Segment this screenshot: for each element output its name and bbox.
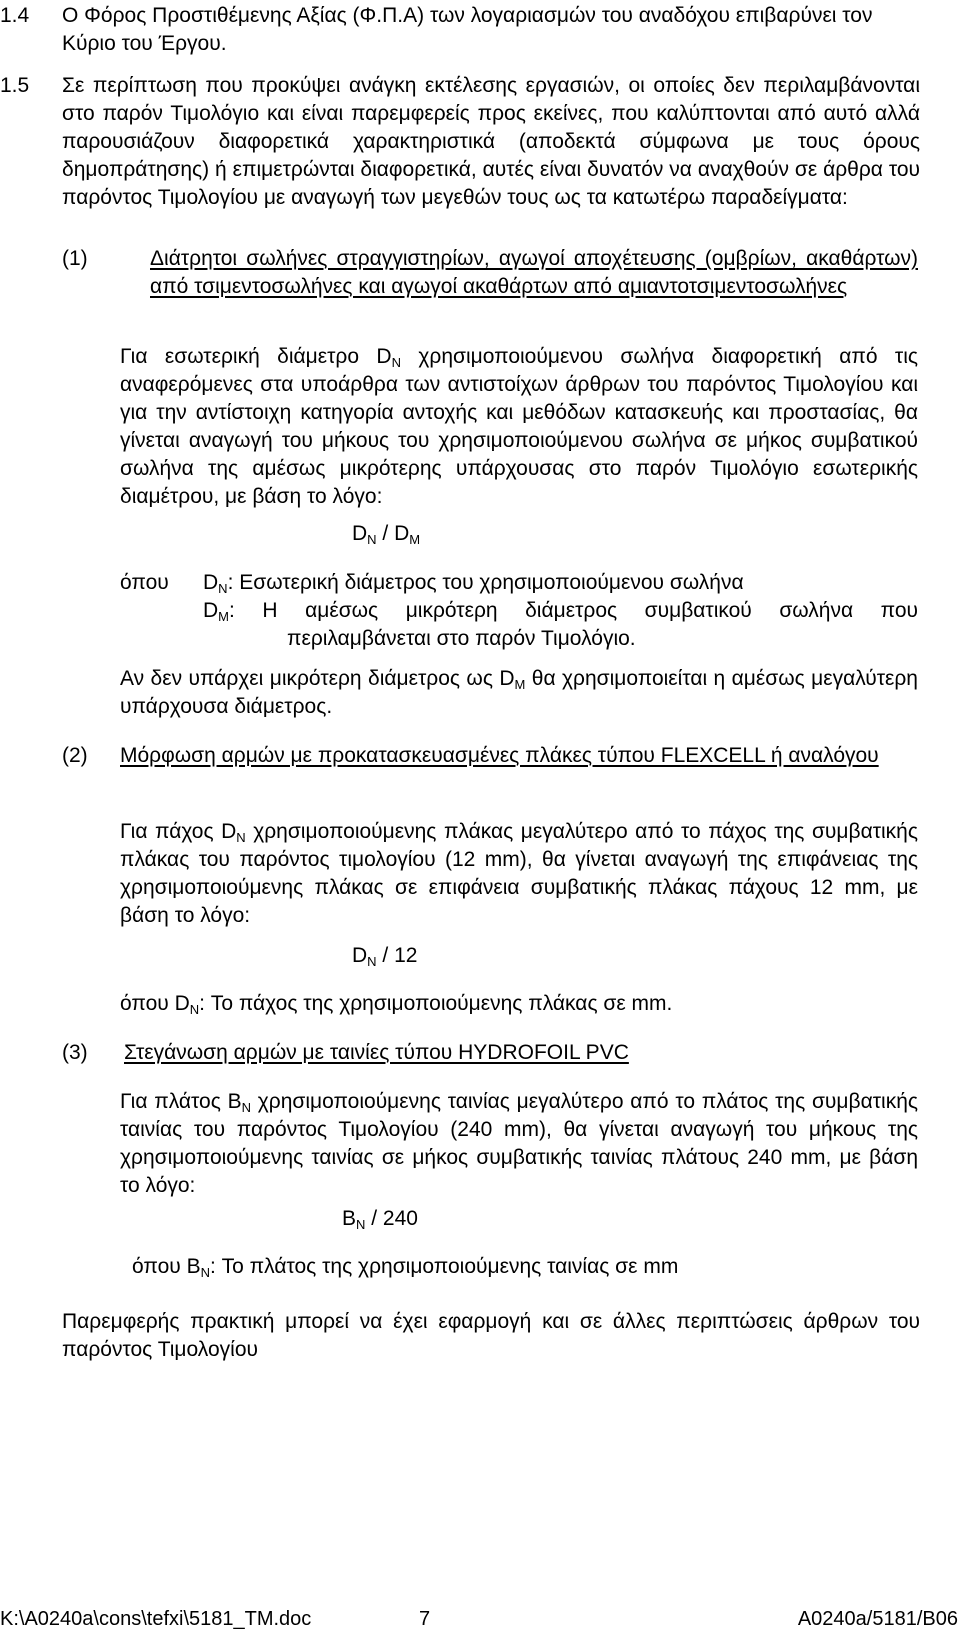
item-1-definition-dn: $D_N$: Εσωτερική διάμετρος του χρησιμοποιούμενου σωλήνα — [203, 571, 744, 596]
item-1-note: Αν δεν υπάρχει μικρότερη διάμετρος ως $D_M$ θα χρησιμοποιείται η αμέσως μεγαλύτερη υπάρχουσα διάμετρος. — [120, 667, 918, 718]
footer-document-code: A0240a/5181/B06 — [797, 1608, 958, 1630]
item-2-formula: $D_N / 12$ — [352, 944, 418, 969]
footer-page-number: 7 — [419, 1608, 431, 1630]
item-1-formula: $D_N / D_M$ — [352, 522, 421, 547]
item-1-paragraph: Για εσωτερική διάμετρο $D_N$ χρησιμοποιούμενου σωλήνα διαφορετική από τις αναφερόμενες στα υποάρθρα των αντιστοίχων άρθρων του παρόντος Τιμολογίου και για την αντίστοιχη κατηγορία αντοχής και μεθόδων κατασκευής και προστασίας, θα γίνεται αναγωγή του μήκους του χρησιμοποιούμενου σωλήνα σε μήκος συμβατικού σωλήνα της αμέσως μικρότερης υπάρχουσας στο παρόν Τιμολόγιο εσωτερικής διαμέτρου, με βάση το λόγο: — [120, 345, 918, 508]
item-1-where-label: όπου — [120, 571, 169, 594]
item-1-definition-dm: $D_M$: Η αμέσως μικρότερη διάμετρος συμβατικού σωλήνα που — [203, 599, 918, 624]
item-1-definition-dm-cont: περιλαμβάνεται στο παρόν Τιμολόγιο. — [287, 627, 636, 650]
item-1-heading: Διάτρητοι σωλήνες στραγγιστηρίων, αγωγοί αποχέτευσης (ομβρίων, ακαθάρτων) από τσιμεντοσωλήνες και αγωγοί ακαθάρτων από αμιαντοτσιμεντοσωλήνες — [150, 247, 918, 298]
footer-file-path: K:\A0240a\cons\tefxi\5181_TM.doc — [0, 1608, 312, 1630]
item-3-where: όπου $B_N$: Το πλάτος της χρησιμοποιούμενης ταινίας σε mm — [132, 1255, 679, 1280]
item-2-marker: (2) — [62, 744, 88, 767]
item-3-formula: $B_N / 240$ — [342, 1207, 418, 1232]
item-2-heading: Μόρφωση αρμών με προκατασκευασμένες πλάκες τύπου FLEXCELL ή αναλόγου — [120, 744, 879, 767]
section-1-4-text: Ο Φόρος Προστιθέμενης Αξίας (Φ.Π.Α) των λογαριασμών του αναδόχου επιβαρύνει τον Κύριο του Έργου. — [62, 4, 873, 55]
section-number-1-4: 1.4 — [0, 4, 30, 27]
item-2-where: όπου $D_N$: Το πάχος της χρησιμοποιούμενης πλάκας σε mm. — [120, 992, 673, 1017]
closing-paragraph: Παρεμφερής πρακτική μπορεί να έχει εφαρμογή και σε άλλες περιπτώσεις άρθρων του παρόντος Τιμολογίου — [62, 1310, 920, 1361]
item-3-marker: (3) — [62, 1041, 88, 1064]
section-number-1-5: 1.5 — [0, 74, 30, 97]
item-2-paragraph: Για πάχος $D_N$ χρησιμοποιούμενης πλάκας μεγαλύτερο από το πάχος της συμβατικής πλάκας του παρόντος τιμολογίου (12 mm), θα γίνεται αναγωγή της επιφάνειας της χρησιμοποιούμενης πλάκας σε επιφάνεια συμβατικής πλάκας πάχους 12 mm, με βάση το λόγο: — [120, 820, 918, 927]
item-1-marker: (1) — [62, 247, 88, 270]
item-3-heading: Στεγάνωση αρμών με ταινίες τύπου HYDROFOIL PVC — [124, 1041, 629, 1064]
item-3-paragraph: Για πλάτος $B_N$ χρησιμοποιούμενης ταινίας μεγαλύτερο από το πλάτος της συμβατικής ταινίας του παρόντος Τιμολογίου (240 mm), θα γίνεται αναγωγή του μήκους της χρησιμοποιούμενης ταινίας σε μήκος συμβατικής ταινίας πλάτους 240 mm, με βάση το λόγο: — [120, 1090, 918, 1197]
section-1-5-text: Σε περίπτωση που προκύψει ανάγκη εκτέλεσης εργασιών, οι οποίες δεν περιλαμβάνονται στο παρόν Τιμολόγιο και είναι παρεμφερείς προς εκείνες, που καλύπτονται από αυτό αλλά παρουσιάζουν διαφορετικά χαρακτηριστικά (αποδεκτά σύμφωνα με τους όρους δημοπράτησης) ή επιμετρώνται διαφορετικά, αυτές είναι δυνατόν να αναχθούν σε άρθρα του παρόντος Τιμολογίου με αναγωγή των μεγεθών τους ως τα κατωτέρω παραδείγματα: — [62, 74, 920, 209]
